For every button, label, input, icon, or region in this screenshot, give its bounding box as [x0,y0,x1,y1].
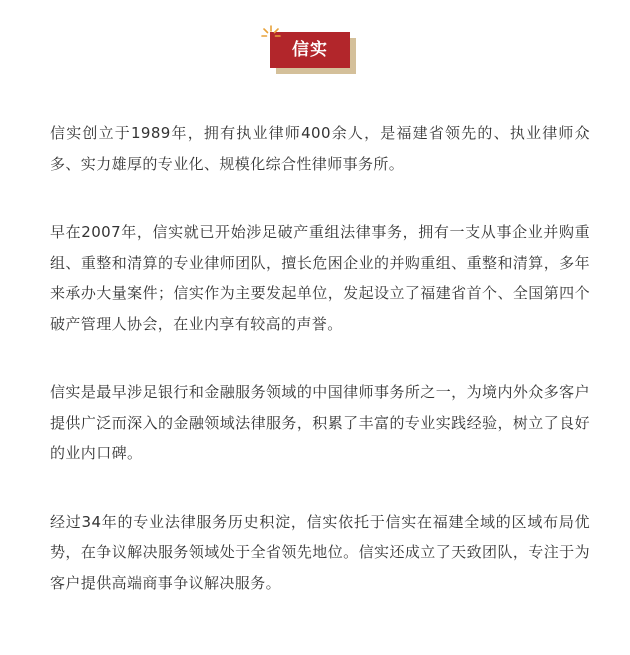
section-title: 信实 [270,32,350,68]
spark-icon [260,24,282,46]
paragraph-dispute-resolution: 经过34年的专业法律服务历史积淀，信实依托于信实在福建全域的区域布局优势，在争议解决服务领域处于全省领先地位。信实还成立了天致团队，专注于为客户提供高端商事争议解决服务。 [50,512,590,592]
paragraph-finance: 信实是最早涉足银行和金融服务领域的中国律师事务所之一，为境内外众多客户提供广泛而深入的金融领域法律服务，积累了丰富的专业实践经验，树立了良好的业内口碑。 [50,383,590,462]
paragraph-intro: 信实创立于1989年，拥有执业律师400余人，是福建省领先的、执业律师众多、实力雄厚的专业化、规模化综合性律师事务所。 [50,124,590,173]
article-body [50,118,590,636]
paragraph-restructuring: 早在2007年，信实就已开始涉足破产重组法律事务，拥有一支从事企业并购重组、重整和清算的专业律师团队，擅长危困企业的并购重组、重整和清算，多年来承办大量案件；信实作为主要发起单位，发起设立了福建省首个、全国第四个破产管理人协会，在业内享有较高的声誉。 [50,223,590,333]
section-title-block [270,30,360,84]
